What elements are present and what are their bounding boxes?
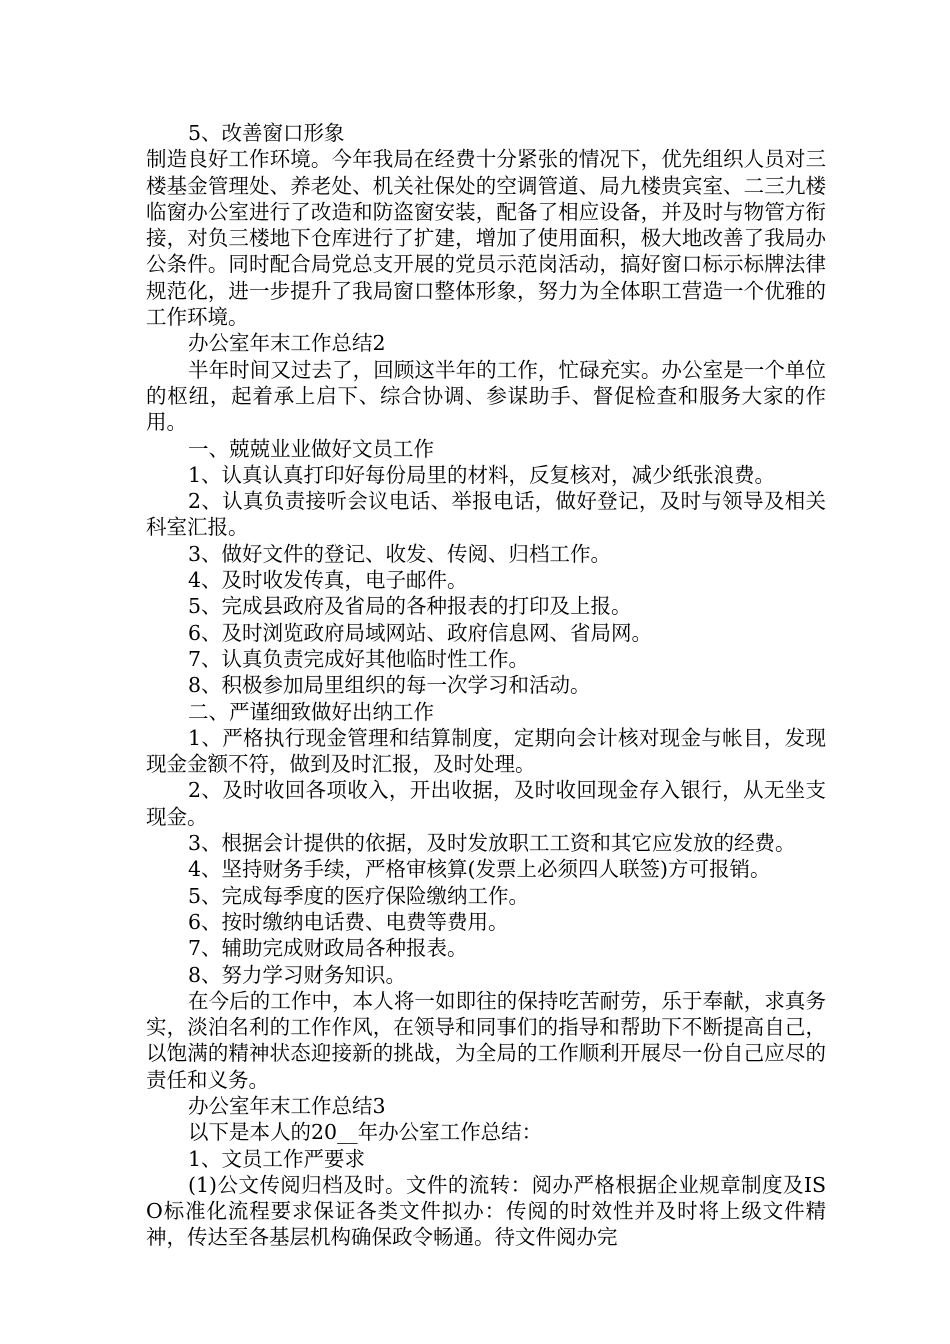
- paragraph: 1、文员工作严要求: [188, 1146, 366, 1171]
- paragraph: 2、及时收回各项收入，开出收据，及时收回现金存入银行，从无坐支现金。: [146, 778, 826, 829]
- paragraph: 2、认真负责接听会议电话、举报电话，做好登记，及时与领导及相关科室汇报。: [146, 489, 826, 540]
- document-body: [146, 120, 826, 1251]
- paragraph: 8、努力学习财务知识。: [188, 962, 407, 987]
- paragraph: 在今后的工作中，本人将一如即往的保持吃苦耐劳，乐于奉献，求真务实，淡泊名利的工作作风，在领导和同事们的指导和帮助下不断提高自己，以饱满的精神状态迎接新的挑战，为全局的工作顺利开展尽一份自己应尽的责任和义务。: [146, 988, 826, 1092]
- paragraph: 3、根据会计提供的依据，及时发放职工工资和其它应发放的经费。: [188, 831, 796, 856]
- paragraph: 4、及时收发传真，电子邮件。: [188, 568, 468, 593]
- paragraph: 办公室年末工作总结3: [188, 1093, 386, 1118]
- paragraph: 以下是本人的20__年办公室工作总结：: [188, 1120, 543, 1145]
- paragraph: 4、坚持财务手续，严格审核算(发票上必须四人联签)方可报销。: [188, 857, 771, 882]
- paragraph: 办公室年末工作总结2: [188, 331, 386, 356]
- paragraph: 制造良好工作环境。今年我局在经费十分紧张的情况下，优先组织人员对三楼基金管理处、养老处、机关社保处的空调管道、局九楼贵宾室、二三九楼临窗办公室进行了改造和防盗窗安装，配备了相应设备，并及时与物管方衔接，对负三楼地下仓库进行了扩建，增加了使用面积，极大地改善了我局办公条件。同时配合局党总支开展的党员示范岗活动，搞好窗口标示标牌法律规范化，进一步提升了我局窗口整体形象，努力为全体职工营造一个优雅的工作环境。: [146, 147, 826, 330]
- paragraph: 6、按时缴纳电话费、电费等费用。: [188, 909, 509, 934]
- paragraph: 7、辅助完成财政局各种报表。: [188, 936, 468, 961]
- paragraph: 二、严谨细致做好出纳工作: [188, 699, 434, 724]
- paragraph: 半年时间又过去了，回顾这半年的工作，忙碌充实。办公室是一个单位的枢纽，起着承上启下、综合协调、参谋助手、督促检查和服务大家的作用。: [146, 357, 826, 435]
- paragraph: 1、严格执行现金管理和结算制度，定期向会计核对现金与帐目，发现现金金额不符，做到及时汇报，及时处理。: [146, 725, 826, 777]
- paragraph: 5、改善窗口形象: [188, 121, 345, 145]
- paragraph: 5、完成每季度的医疗保险缴纳工作。: [188, 883, 530, 908]
- paragraph: 1、认真认真打印好每份局里的材料，反复核对，减少纸张浪费。: [188, 462, 776, 487]
- paragraph: 5、完成县政府及省局的各种报表的打印及上报。: [188, 594, 632, 619]
- paragraph: (1)公文传阅归档及时。文件的流转：阅办严格根据企业规章制度及ISO标准化流程要求保证各类文件拟办：传阅的时效性并及时将上级文件精神，传达至各基层机构确保政令畅通。待文件阅办完: [146, 1172, 826, 1250]
- paragraph: 8、积极参加局里组织的每一次学习和活动。: [188, 673, 591, 698]
- paragraph: 6、及时浏览政府局域网站、政府信息网、省局网。: [188, 620, 653, 645]
- paragraph: 一、兢兢业业做好文员工作: [188, 436, 434, 461]
- paragraph: 3、做好文件的登记、收发、传阅、归档工作。: [188, 541, 612, 566]
- paragraph: 7、认真负责完成好其他临时性工作。: [188, 646, 530, 671]
